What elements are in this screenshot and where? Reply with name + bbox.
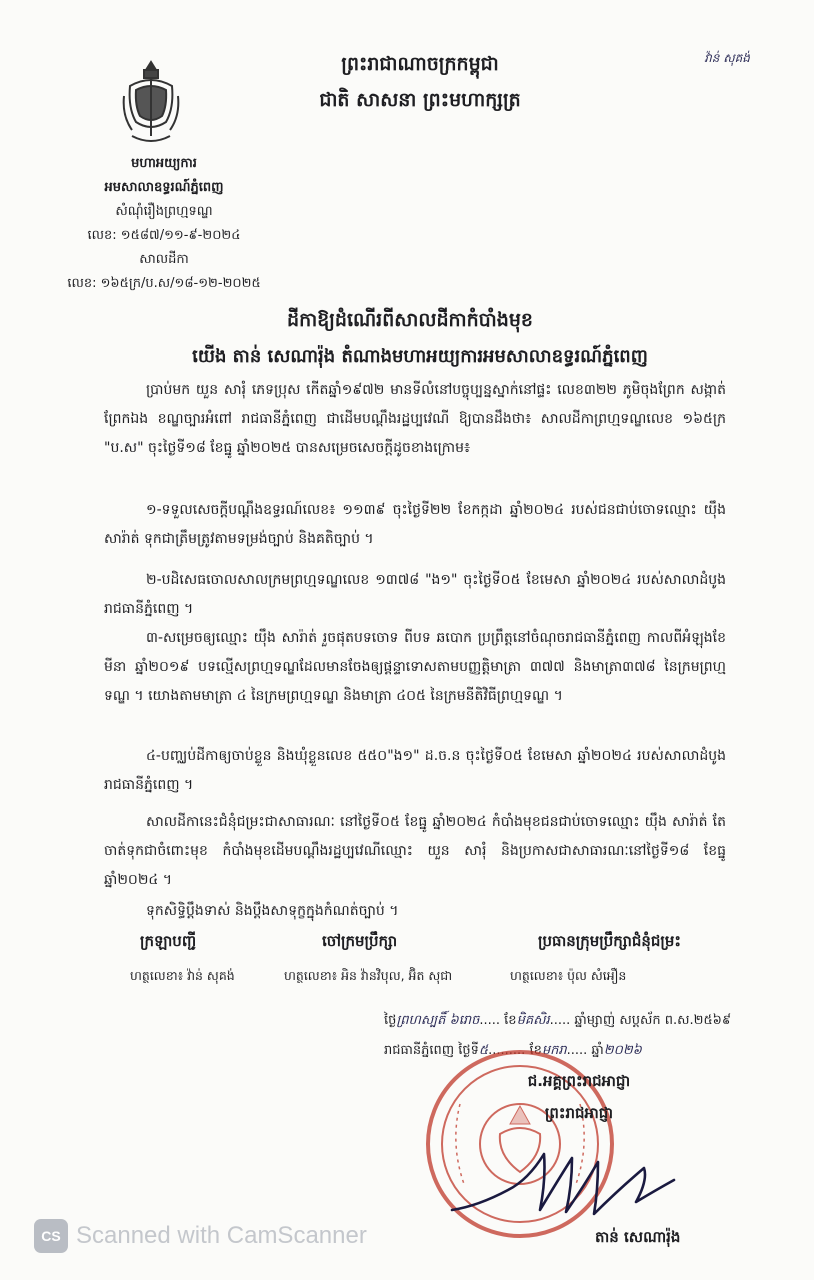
president-signature-name: ហត្ថលេខា៖ ប៉ុល សំអឿន xyxy=(510,968,627,983)
solar-month-label: ខែ xyxy=(529,1043,542,1058)
solar-year-label: ឆ្នាំ xyxy=(591,1043,604,1058)
issuer-line-4: លេខ: ១៥៨៧/១១-៩-២០២៤ xyxy=(87,228,241,243)
intro-text: ប្រាប់មក យួន សារុំ ភេទប្រុស កើតឆ្នាំ១៩៧២ មានទីលំនៅបច្ចុប្បន្នស្នាក់នៅផ្ទះ លេខ៣២២ ភូមិចុងព្រែក សង្កាត់ព្រែកឯង ខណ្ឌច្បារអំពៅ រាជធានីភ្នំពេញ ជាដើមបណ្ដឹងរដ្ឋប្បវេណី ឱ្យបានដឹងថា៖ សាលដីកាព្រហ្មទណ្ឌលេខ ១៦៥ក្រ "ប.ស" ចុះថ្ងៃទី១៨ ខែធ្នូ ឆ្នាំ២០២៥ បានសម្រេចសេចក្ដីដូចខាងក្រោម៖ xyxy=(104,382,726,456)
rights-text: ទុកសិទ្ធិប្ដឹងទាស់ និងប្ដឹងសាទុក្ខក្នុងកំណត់ច្បាប់ ។ xyxy=(146,903,399,919)
kingdom-title: ព្រះរាជាណាចក្រកម្ពុជា xyxy=(341,53,499,75)
solar-day-handwritten: ៥ xyxy=(478,1043,489,1058)
clerk-title: ក្រឡាបញ្ជី xyxy=(140,932,197,950)
camscanner-watermark xyxy=(34,1216,367,1256)
handwritten-signature-icon xyxy=(448,1140,678,1220)
solar-year-handwritten: ២០២៦ xyxy=(603,1043,642,1058)
lunar-suffix: ឆ្នាំម្សាញ់ សប្តស័ក ព.ស.២៥៦៩ xyxy=(574,1013,732,1028)
lunar-month-label: ខែ xyxy=(504,1013,517,1028)
issuer-line-5: សាលដីកា xyxy=(139,252,189,267)
item-3-text: ៣-សម្រេចឲ្យឈ្មោះ យ៉ឹង សារ៉ាត់ រួចផុតបទចោទ ពីបទ ឆបោក ប្រព្រឹត្តនៅចំណុចរាជធានីភ្នំពេញ កាលពីអំឡុងខែមីនា ឆ្នាំ២០១៩ បទល្មើសព្រហ្មទណ្ឌដែលមានចែងឲ្យផ្ដន្ទាទោសតាមបញ្ញត្តិមាត្រា ៣៧៧ និងមាត្រា៣៧៨ នៃក្រមព្រហ្មទណ្ឌ ។ យោងតាមមាត្រា ៤ នៃក្រមព្រហ្មទណ្ឌ និងមាត្រា ៤០៥ នៃក្រមនីតិវិធីព្រហ្មទណ្ឌ ។ xyxy=(104,630,726,704)
conclusion-paragraph xyxy=(104,808,726,895)
camscanner-logo-icon: CS xyxy=(34,1219,68,1253)
clerk-signature-name: ហត្ថលេខា៖ វ៉ាន់ សុគង់ xyxy=(130,968,235,983)
royal-emblem-icon xyxy=(118,56,184,148)
decision-item-3 xyxy=(104,624,726,711)
decision-item-1 xyxy=(104,496,726,554)
issuer-block xyxy=(54,152,274,296)
item-4-text: ៤-បញ្ឈប់ដីកាឲ្យចាប់ខ្លួន និងឃុំខ្លួនលេខ ៥៥០"ង១" ដ.ច.ន ចុះថ្ងៃទី០៥ ខែមេសា ឆ្នាំ២០២៤ របស់សាលាដំបូងរាជធានីភ្នំពេញ ។ xyxy=(104,748,726,793)
president-title: ប្រធានក្រុមប្រឹក្សាជំនុំជម្រះ xyxy=(538,932,681,950)
issuer-line-6: លេខ: ១៦៥ក្រ/ប.ស/១៨-១២-២០២៥ xyxy=(67,276,261,291)
member-judge-title: ចៅក្រមប្រឹក្សា xyxy=(322,932,398,950)
intro-paragraph xyxy=(104,376,726,463)
issuer-line-2: អមសាលាឧទ្ធរណ៍ភ្នំពេញ xyxy=(104,180,224,195)
item-1-text: ១-ទទួលសេចក្ដីបណ្ដឹងឧទ្ធរណ៍លេខ៖ ១១៣៩ ចុះថ្ងៃទី២២ ខែកក្កដា ឆ្នាំ២០២៤ របស់ជនជាប់ចោទឈ្មោះ យ៉ឹង សារ៉ាត់ ទុកជាត្រឹមត្រូវតាមទម្រង់ច្បាប់ និងគតិច្បាប់ ។ xyxy=(104,502,726,547)
solar-prefix: រាជធានីភ្នំពេញ ថ្ងៃទី xyxy=(384,1043,479,1058)
issuer-line-3: សំណុំរឿងព្រហ្មទណ្ឌ xyxy=(115,204,213,219)
prosecutor-name: តាន់ សេណារ៉ុង xyxy=(595,1228,681,1246)
decision-item-2 xyxy=(104,566,726,624)
lunar-day-handwritten: ព្រហស្បតិ៍ ៦រោច xyxy=(396,1013,480,1028)
decision-item-4 xyxy=(104,742,726,800)
conclusion-text: សាលដីកានេះជំនុំជម្រះជាសាធារណៈ នៅថ្ងៃទី០៥ ខែធ្នូ ឆ្នាំ២០២៤ កំបាំងមុខជនជាប់ចោទឈ្មោះ យ៉ឹង សារ៉ាត់ តែចាត់ទុកជាចំពោះមុខ កំបាំងមុខដើមបណ្ដឹងរដ្ឋប្បវេណីឈ្មោះ យួន សារុំ និងប្រកាសជាសាធារណៈនៅថ្ងៃទី១៨ ខែធ្នូ ឆ្នាំ២០២៤ ។ xyxy=(104,814,726,888)
solar-date-line: រាជធានីភ្នំពេញ ថ្ងៃទី៥......... ខែមករា..... ឆ្នាំ២០២៦ xyxy=(384,1043,642,1058)
prosecutor-role: ជ.អគ្គព្រះរាជអាជ្ញា xyxy=(527,1072,631,1090)
member-signature-name: ហត្ថលេខា៖ អិន វ៉ានវិបុល, អ៊ិត សុជា xyxy=(284,968,453,983)
prosecutor-office: ព្រះរាជអាជ្ញា xyxy=(544,1104,614,1122)
document-addressee: យើង តាន់ សេណារ៉ុង តំណាងមហាអយ្យការអមសាលាឧទ្ធរណ៍ភ្នំពេញ xyxy=(192,346,648,367)
watermark-text: Scanned with CamScanner xyxy=(76,1222,367,1249)
kingdom-motto: ជាតិ សាសនា ព្រះមហាក្សត្រ xyxy=(319,89,521,111)
lunar-month-handwritten: មិគសិរ xyxy=(516,1013,550,1028)
solar-month-handwritten: មករា xyxy=(541,1043,567,1058)
item-2-text: ២-បដិសេធចោលសាលក្រមព្រហ្មទណ្ឌលេខ ១៣៧៨ "ង១" ចុះថ្ងៃទី០៥ ខែមេសា ឆ្នាំ២០២៤ របស់សាលាដំបូងរាជធានីភ្នំពេញ ។ xyxy=(104,572,726,617)
issuer-line-1: មហាអយ្យការ xyxy=(131,156,197,171)
rights-paragraph xyxy=(104,897,726,926)
lunar-prefix: ថ្ងៃ xyxy=(384,1013,397,1028)
top-right-handwritten-note: វ៉ាន់ សុគង់ xyxy=(704,51,750,65)
document-title: ដីកាឱ្យដំណើរពីសាលដីកាកំបាំងមុខ xyxy=(287,309,533,331)
lunar-date-line: ថ្ងៃព្រហស្បតិ៍ ៦រោច..... ខែមិគសិរ..... ឆ្នាំម្សាញ់ សប្តស័ក ព.ស.២៥៦៩ xyxy=(384,1013,732,1028)
